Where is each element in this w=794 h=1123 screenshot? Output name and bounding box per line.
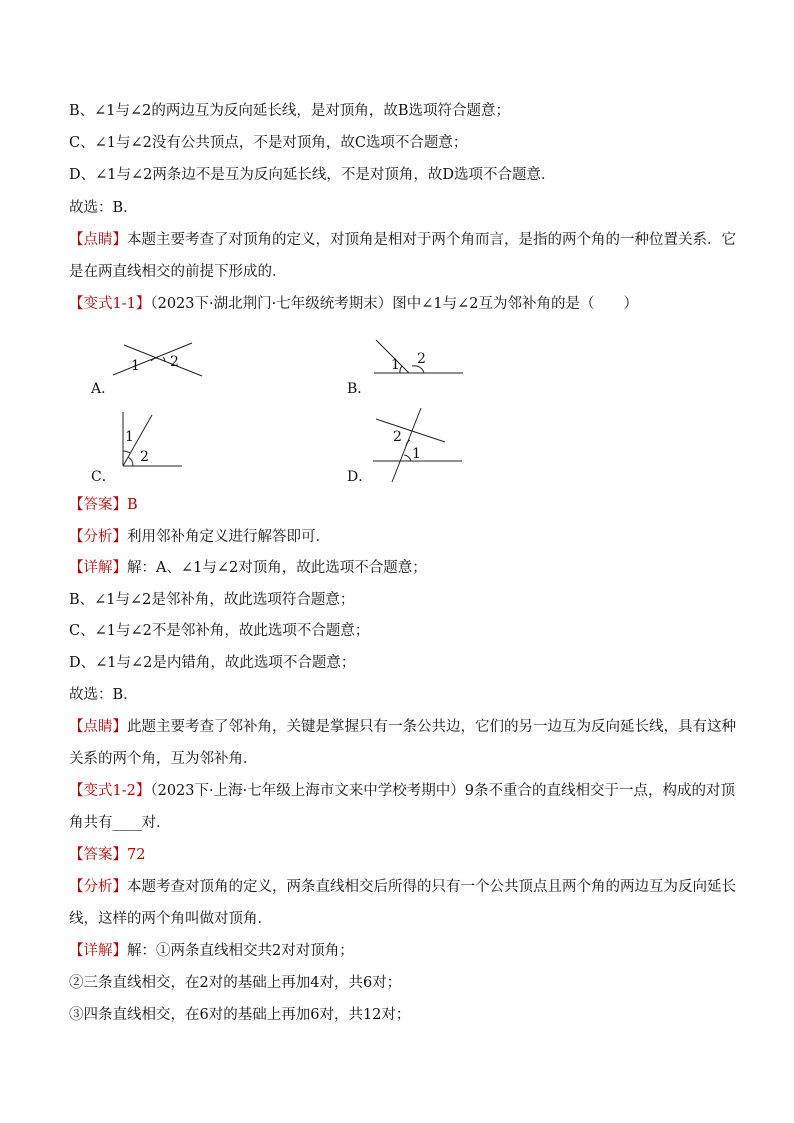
line-dianjing-2 [69,717,736,737]
fig-a-label-1: 1 [131,358,140,374]
text-analysis-1: 利用邻补角定义进行解答即可． [127,529,330,545]
text-detail-1: 解：A、∠1与∠2对顶角，故此选项不合题意； [127,560,427,576]
line-detail-2 [69,941,354,961]
text-variant-1-2: （2023下·上海·七年级上海市文来中学校考期中）9条不重合的直线相交于一点，构成的对顶 [150,783,735,799]
line-answer-2 [69,845,145,865]
line-answer-1 [69,495,138,515]
line-variant-1-2 [69,781,735,801]
line-detail-c: C、∠1与∠2不是邻补角，故此选项不合题意； [69,623,370,639]
fig-b-label-2: 2 [417,351,426,367]
line-choice: 故选：B． [69,200,138,216]
line-detail-1 [69,558,427,578]
option-c-label: C． [91,469,116,485]
line-detail-d: D、∠1与∠2是内错角，故此选项不合题意； [69,655,356,671]
tag-variant-1-2: 【变式1-2】 [69,783,151,799]
tag-dianjing-2: 【点睛】 [69,719,127,735]
tag-dianjing: 【点睛】 [69,232,127,248]
text-answer-1: B [127,497,138,513]
fig-d-label-2: 2 [393,429,402,445]
line-choice-2: 故选：B． [69,687,138,703]
tag-answer-2: 【答案】 [69,847,127,863]
text-analysis-2: 本题考查对顶角的定义，两条直线相交后所得的只有一个公共顶点且两个角的两边互为反向延长 [127,879,736,895]
fig-c-label-2: 2 [140,449,149,465]
fig-a-label-2: 2 [170,354,179,370]
tag-variant-1-1: 【变式1-1】 [69,296,151,312]
text-detail-2: 解：①两条直线相交共2对对顶角； [127,943,354,959]
line-option-c-explain: C、∠1与∠2没有公共顶点，不是对顶角，故C选项不合题意； [69,135,468,151]
line-detail-2-step3: ③四条直线相交，在6对的基础上再加6对，共12对； [69,1007,411,1023]
text-dianjing: 本题主要考查了对顶角的定义，对顶角是相对于两个角而言，是指的两个角的一种位置关系．它 [127,232,736,248]
tag-answer-1: 【答案】 [69,497,127,513]
option-a-label: A． [91,381,116,397]
option-b-label: B． [347,381,372,397]
fig-b-label-1: 1 [391,357,400,373]
fig-c-label-1: 1 [125,429,134,445]
line-option-d-explain: D、∠1与∠2两条边不是互为反向延长线，不是对顶角，故D选项不合题意． [69,167,556,183]
line-detail-b: B、∠1与∠2是邻补角，故此选项符合题意； [69,592,355,608]
tag-analysis-2: 【分析】 [69,879,127,895]
line-dianjing-2-cont: 关系的两个角，互为邻补角． [69,751,258,767]
line-analysis-2 [69,877,736,897]
tag-analysis-1: 【分析】 [69,529,127,545]
fig-d-label-1: 1 [412,446,421,462]
line-analysis-2-cont: 线，这样的两个角叫做对顶角． [69,911,272,927]
line-option-b-explain: B、∠1与∠2的两边互为反向延长线，是对顶角，故B选项符合题意； [69,103,511,119]
line-analysis-1 [69,527,330,547]
option-d-label: D． [347,469,373,485]
text-answer-2: 72 [127,847,146,863]
text-dianjing-2: 此题主要考查了邻补角，关键是掌握只有一条公共边，它们的另一边互为反向延长线，具有这种 [127,719,736,735]
line-variant-1-2-cont: 角共有____对． [69,815,171,831]
tag-detail-1: 【详解】 [69,560,127,576]
line-dianjing-cont: 是在两直线相交的前提下形成的． [69,264,287,280]
tag-detail-2: 【详解】 [69,943,127,959]
line-detail-2-step2: ②三条直线相交，在2对的基础上再加4对，共6对； [69,975,402,991]
text-variant-1-1: （2023下·湖北荆门·七年级统考期末）图中∠1与∠2互为邻补角的是（ ） [150,296,638,312]
